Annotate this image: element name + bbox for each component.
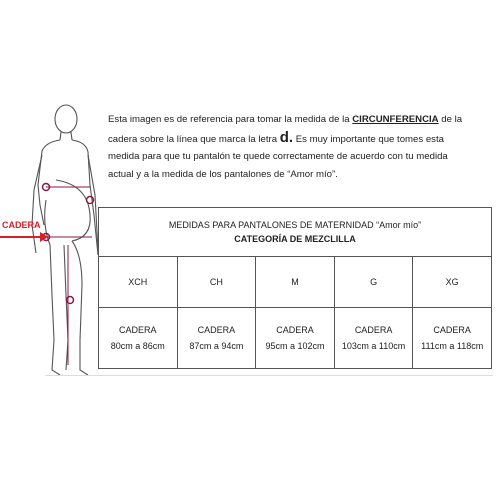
size-chart-table — [98, 207, 492, 369]
size-cell: M — [256, 257, 335, 308]
table-header — [99, 208, 492, 257]
size-cell: XCH — [99, 257, 178, 308]
size-row — [99, 257, 492, 308]
range-cell: CADERA 80cm a 86cm — [99, 308, 178, 369]
range-cell: CADERA 103cm a 110cm — [334, 308, 413, 369]
body-measurement-figure — [0, 95, 110, 385]
instructions-text: Esta imagen es de referencia para tomar la medida de la CIRCUNFERENCIA de la cadera sobre la línea que marca la letra d. Es muy importante que tomes esta medida para que tu pantalón te quede correctamente de acuerdo con tu medida actual y a la medida de los pantalones de “Amor mío”. — [108, 114, 463, 180]
table-title: MEDIDAS PARA PANTALONES DE MATERNIDAD “Amor mío” — [168, 220, 422, 230]
size-cell: G — [334, 257, 413, 308]
table-category: CATEGORÍA DE MEZCLILLA — [234, 234, 356, 244]
range-cell: CADERA 95cm a 102cm — [256, 308, 335, 369]
divider — [45, 375, 493, 376]
range-cell: CADERA 111cm a 118cm — [413, 308, 492, 369]
size-cell: CH — [177, 257, 256, 308]
size-cell: XG — [413, 257, 492, 308]
pregnant-silhouette-icon — [0, 95, 110, 385]
range-cell: CADERA 87cm a 94cm — [177, 308, 256, 369]
range-row — [99, 308, 492, 369]
cadera-side-label: CADERA — [2, 220, 41, 230]
